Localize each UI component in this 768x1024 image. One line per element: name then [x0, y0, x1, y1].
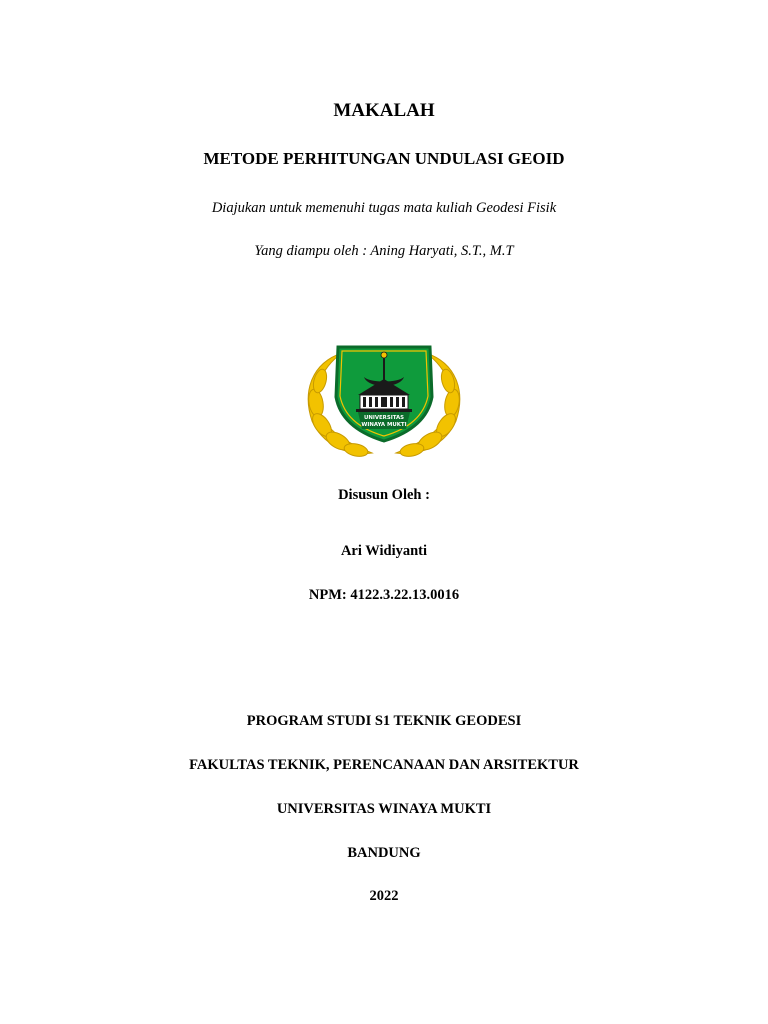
logo-text-line2: WINAYA MUKTI: [361, 422, 407, 428]
document-title: METODE PERHITUNGAN UNDULASI GEOID: [203, 149, 565, 168]
lecturer-line: Yang diampu oleh : Aning Haryati, S.T., M.T: [254, 243, 514, 259]
year-label: 2022: [369, 888, 399, 904]
document-purpose: Diajukan untuk memenuhi tugas mata kuliah Geodesi Fisik: [211, 200, 557, 216]
study-program: PROGRAM STUDI S1 TEKNIK GEODESI: [246, 713, 522, 729]
university-logo: [298, 333, 470, 463]
university-name: UNIVERSITAS WINAYA MUKTI: [276, 801, 492, 817]
document-type-label: MAKALAH: [333, 100, 435, 121]
city-name: BANDUNG: [347, 845, 421, 861]
logo-text-line1: UNIVERSITAS: [363, 415, 405, 421]
author-label: Disusun Oleh :: [338, 487, 430, 503]
author-name: Ari Widiyanti: [340, 543, 428, 559]
author-npm: NPM: 4122.3.22.13.0016: [308, 587, 460, 603]
ribbon-banner: [358, 412, 410, 429]
faculty-name: FAKULTAS TEKNIK, PERENCANAAN DAN ARSITEKTUR: [189, 757, 579, 773]
